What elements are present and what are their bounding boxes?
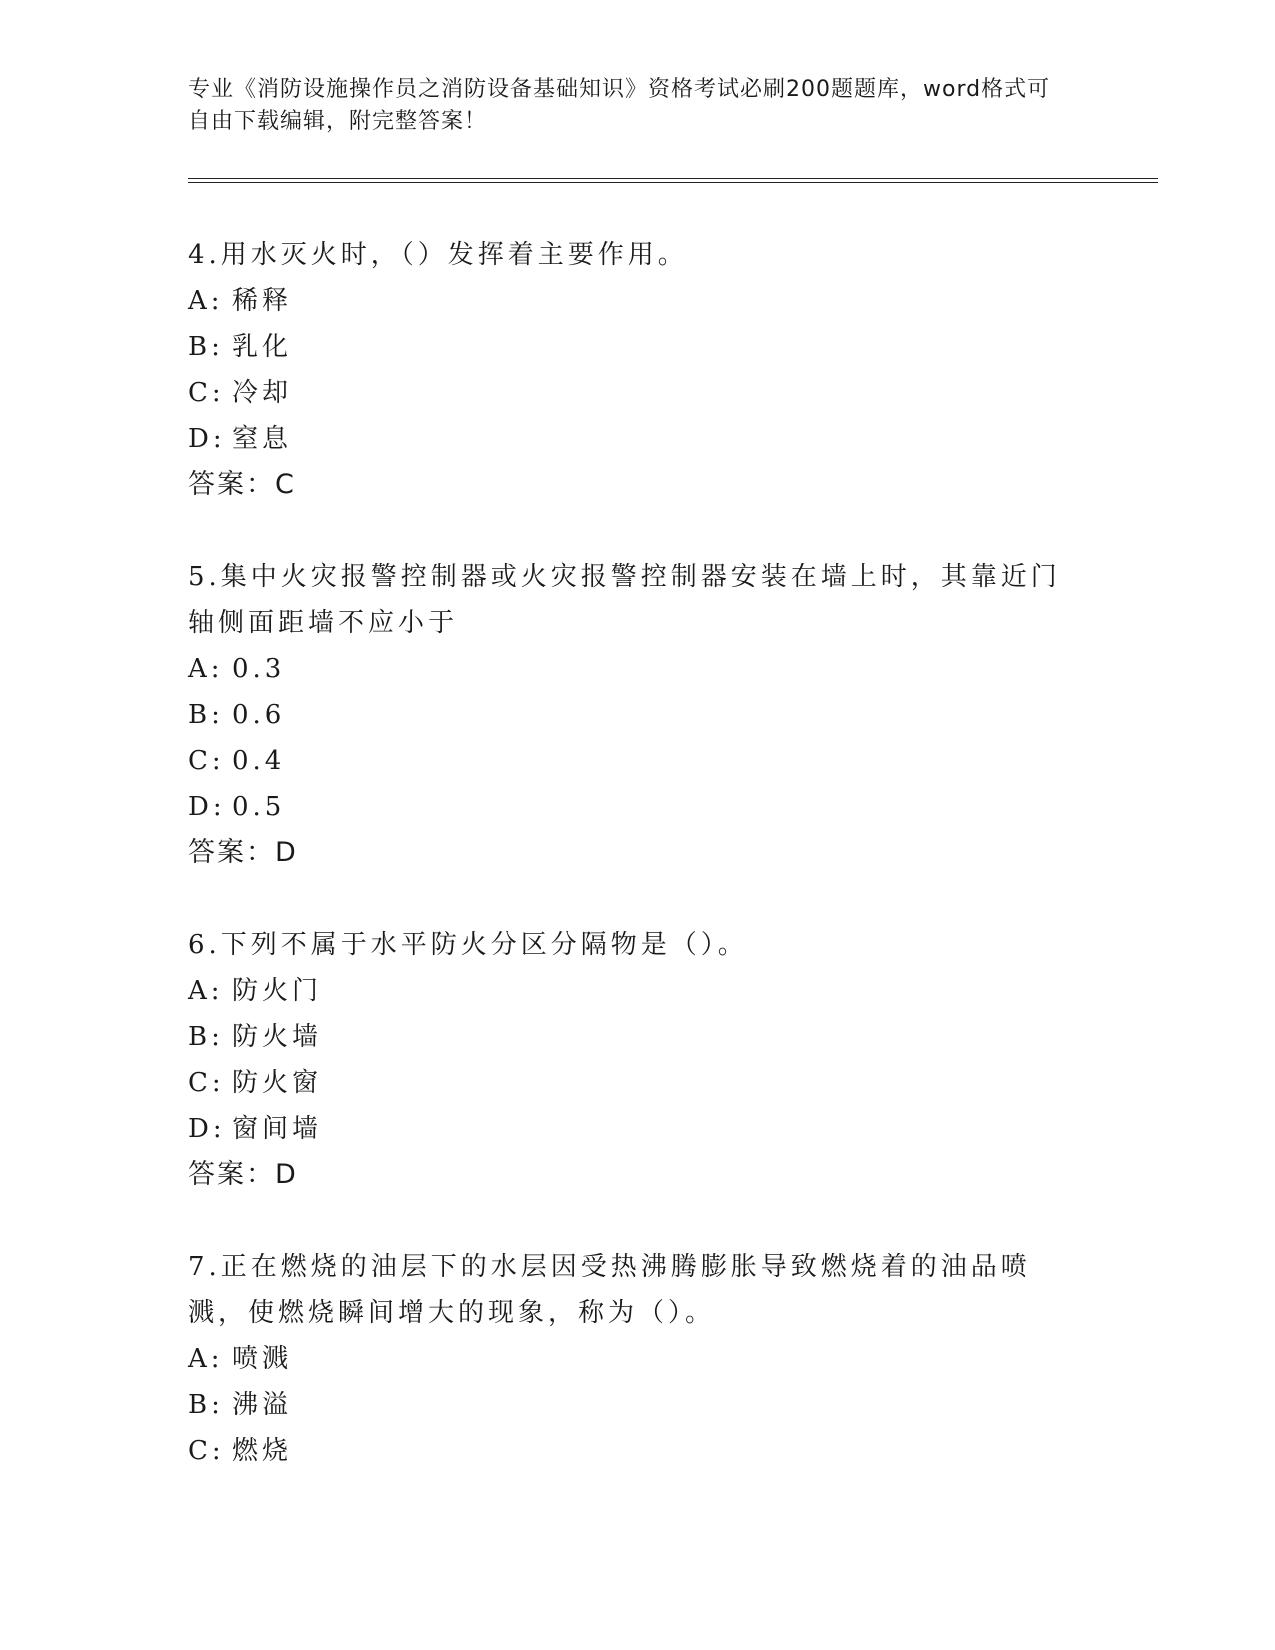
question-stem: 5.集中火灾报警控制器或火灾报警控制器安装在墙上时，其靠近门轴侧面距墙不应小于 xyxy=(188,562,1061,638)
option-text: 喷溅 xyxy=(232,1344,293,1374)
option-d xyxy=(188,784,1088,830)
option-key: B: xyxy=(188,700,224,730)
question-4 xyxy=(188,232,1088,508)
option-text: 稀释 xyxy=(232,286,293,316)
option-d xyxy=(188,416,1088,462)
option-text: 乳化 xyxy=(232,332,293,362)
question-stem: 6.下列不属于水平防火分区分隔物是（）。 xyxy=(188,930,748,960)
option-a xyxy=(188,1336,1088,1382)
option-key: B: xyxy=(188,332,224,362)
option-text: 防火门 xyxy=(232,976,323,1006)
option-key: A: xyxy=(188,976,224,1006)
option-key: D: xyxy=(188,424,226,454)
document-header-title: 专业《消防设施操作员之消防设备基础知识》资格考试必刷200题题库，word格式可自由下载编辑，附完整答案！ xyxy=(188,77,1051,134)
option-text: 0.5 xyxy=(232,792,286,822)
option-text: 窗间墙 xyxy=(232,1114,323,1144)
header-divider xyxy=(188,178,1158,183)
question-5 xyxy=(188,554,1088,876)
answer-line: 答案：D xyxy=(188,837,298,868)
option-a xyxy=(188,968,1088,1014)
option-key: A: xyxy=(188,1344,224,1374)
option-text: 沸溢 xyxy=(232,1390,293,1420)
question-stem: 7.正在燃烧的油层下的水层因受热沸腾膨胀导致燃烧着的油品喷溅，使燃烧瞬间增大的现象，称为（）。 xyxy=(188,1252,1031,1328)
option-text: 燃烧 xyxy=(232,1436,293,1466)
question-6 xyxy=(188,922,1088,1198)
option-text: 0.4 xyxy=(232,746,286,776)
option-text: 冷却 xyxy=(232,378,293,408)
option-text: 0.6 xyxy=(232,700,286,730)
question-list xyxy=(188,232,1088,1520)
option-a xyxy=(188,278,1088,324)
option-text: 窒息 xyxy=(232,424,293,454)
answer-line: 答案：D xyxy=(188,1159,298,1190)
option-d xyxy=(188,1106,1088,1152)
option-key: D: xyxy=(188,1114,226,1144)
option-c xyxy=(188,1060,1088,1106)
option-text: 0.3 xyxy=(232,654,286,684)
answer-line: 答案：C xyxy=(188,469,296,500)
option-key: B: xyxy=(188,1390,224,1420)
option-key: C: xyxy=(188,1436,225,1466)
option-b xyxy=(188,1014,1088,1060)
option-b xyxy=(188,324,1088,370)
option-text: 防火窗 xyxy=(232,1068,323,1098)
question-7 xyxy=(188,1244,1088,1474)
option-key: D: xyxy=(188,792,226,822)
option-key: C: xyxy=(188,1068,225,1098)
option-c xyxy=(188,1428,1088,1474)
option-key: C: xyxy=(188,746,225,776)
option-c xyxy=(188,370,1088,416)
option-key: A: xyxy=(188,654,224,684)
option-b xyxy=(188,1382,1088,1428)
option-b xyxy=(188,692,1088,738)
option-text: 防火墙 xyxy=(232,1022,323,1052)
option-c xyxy=(188,738,1088,784)
option-key: B: xyxy=(188,1022,224,1052)
question-stem: 4.用水灭火时，（）发挥着主要作用。 xyxy=(188,240,688,270)
option-a xyxy=(188,646,1088,692)
option-key: C: xyxy=(188,378,225,408)
option-key: A: xyxy=(188,286,224,316)
